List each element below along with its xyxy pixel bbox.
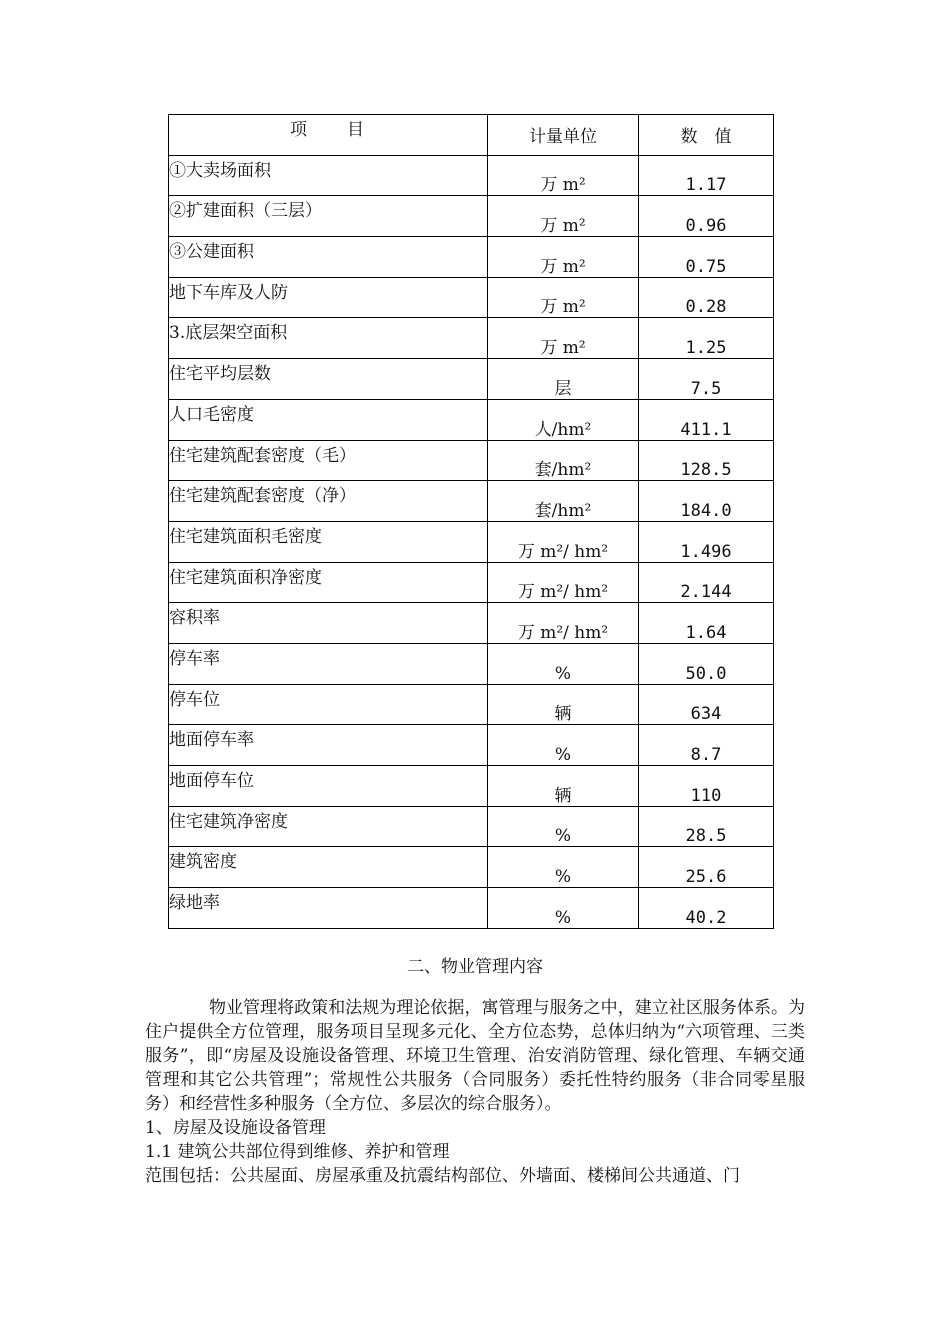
- value-cell: 1.25: [639, 318, 774, 359]
- item-cell: 地面停车率: [169, 725, 488, 766]
- header-value: 数 值: [639, 115, 774, 156]
- value-cell: 40.2: [639, 888, 774, 929]
- value-cell: 2.144: [639, 562, 774, 603]
- unit-cell: %: [488, 806, 639, 847]
- table-row: [169, 562, 774, 603]
- table-row: [169, 643, 774, 684]
- item-cell: 停车率: [169, 643, 488, 684]
- value-cell: 28.5: [639, 806, 774, 847]
- table-row: [169, 359, 774, 400]
- unit-cell: 万 m²: [488, 318, 639, 359]
- subheading-public-parts: 1.1 建筑公共部位得到维修、养护和管理: [145, 1142, 450, 1162]
- item-cell: ①大卖场面积: [169, 155, 488, 196]
- table-row: [169, 318, 774, 359]
- value-cell: 0.28: [639, 277, 774, 318]
- unit-cell: 辆: [488, 684, 639, 725]
- body-paragraph: [145, 996, 805, 1188]
- unit-cell: %: [488, 725, 639, 766]
- item-cell: 绿地率: [169, 888, 488, 929]
- item-cell: ②扩建面积（三层）: [169, 196, 488, 237]
- item-cell: 人口毛密度: [169, 399, 488, 440]
- item-cell: 地下车库及人防: [169, 277, 488, 318]
- table-row: [169, 725, 774, 766]
- table-row: [169, 888, 774, 929]
- value-cell: 1.17: [639, 155, 774, 196]
- scope-text: 范围包括：公共屋面、房屋承重及抗震结构部位、外墙面、楼梯间公共通道、门: [145, 1166, 740, 1186]
- item-cell: 住宅建筑配套密度（毛）: [169, 440, 488, 481]
- value-cell: 50.0: [639, 643, 774, 684]
- value-cell: 8.7: [639, 725, 774, 766]
- item-cell: 住宅建筑净密度: [169, 806, 488, 847]
- unit-cell: 人/hm²: [488, 399, 639, 440]
- heading-house-facility: 1、房屋及设施设备管理: [145, 1118, 326, 1138]
- value-cell: 25.6: [639, 847, 774, 888]
- table-row: [169, 766, 774, 807]
- item-cell: 住宅建筑配套密度（净）: [169, 481, 488, 522]
- table-row: [169, 684, 774, 725]
- header-unit: 计量单位: [488, 115, 639, 156]
- indicator-table: [168, 114, 774, 929]
- value-cell: 128.5: [639, 440, 774, 481]
- table-row: [169, 440, 774, 481]
- unit-cell: 万 m²: [488, 155, 639, 196]
- item-cell: 住宅建筑面积毛密度: [169, 521, 488, 562]
- table-row: [169, 806, 774, 847]
- unit-cell: 万 m²: [488, 277, 639, 318]
- table-row: [169, 481, 774, 522]
- unit-cell: 万 m²: [488, 196, 639, 237]
- table-row: [169, 196, 774, 237]
- table-header-row: [169, 115, 774, 156]
- unit-cell: %: [488, 888, 639, 929]
- value-cell: 7.5: [639, 359, 774, 400]
- item-cell: 容积率: [169, 603, 488, 644]
- paragraph-text: 物业管理将政策和法规为理论依据，寓管理与服务之中，建立社区服务体系。为住户提供全方位管理，服务项目呈现多元化、全方位态势，总体归纳为“六项管理、三类服务”，即“房屋及设施设备管理、环境卫生管理、治安消防管理、绿化管理、车辆交通管理和其它公共管理”；常规性公共服务（合同服务）委托性特约服务（非合同零星服务）和经营性多种服务（全方位、多层次的综合服务）。: [145, 998, 805, 1114]
- table-row: [169, 603, 774, 644]
- table-row: [169, 237, 774, 278]
- unit-cell: 万 m²/ hm²: [488, 603, 639, 644]
- item-cell: 住宅平均层数: [169, 359, 488, 400]
- unit-cell: 套/hm²: [488, 481, 639, 522]
- value-cell: 184.0: [639, 481, 774, 522]
- value-cell: 411.1: [639, 399, 774, 440]
- unit-cell: 万 m²/ hm²: [488, 562, 639, 603]
- unit-cell: %: [488, 643, 639, 684]
- value-cell: 0.96: [639, 196, 774, 237]
- value-cell: 1.64: [639, 603, 774, 644]
- unit-cell: 套/hm²: [488, 440, 639, 481]
- value-cell: 1.496: [639, 521, 774, 562]
- table-row: [169, 399, 774, 440]
- header-item: 项 目: [169, 115, 488, 156]
- unit-cell: 万 m²: [488, 237, 639, 278]
- unit-cell: 万 m²/ hm²: [488, 521, 639, 562]
- unit-cell: 辆: [488, 766, 639, 807]
- table-row: [169, 847, 774, 888]
- value-cell: 634: [639, 684, 774, 725]
- table-row: [169, 277, 774, 318]
- item-cell: 地面停车位: [169, 766, 488, 807]
- value-cell: 110: [639, 766, 774, 807]
- item-cell: 3.底层架空面积: [169, 318, 488, 359]
- table-body: [169, 155, 774, 928]
- value-cell: 0.75: [639, 237, 774, 278]
- unit-cell: 层: [488, 359, 639, 400]
- item-cell: 建筑密度: [169, 847, 488, 888]
- item-cell: ③公建面积: [169, 237, 488, 278]
- item-cell: 住宅建筑面积净密度: [169, 562, 488, 603]
- item-cell: 停车位: [169, 684, 488, 725]
- section-title: 二、物业管理内容: [407, 957, 543, 977]
- table-row: [169, 521, 774, 562]
- table-row: [169, 155, 774, 196]
- unit-cell: %: [488, 847, 639, 888]
